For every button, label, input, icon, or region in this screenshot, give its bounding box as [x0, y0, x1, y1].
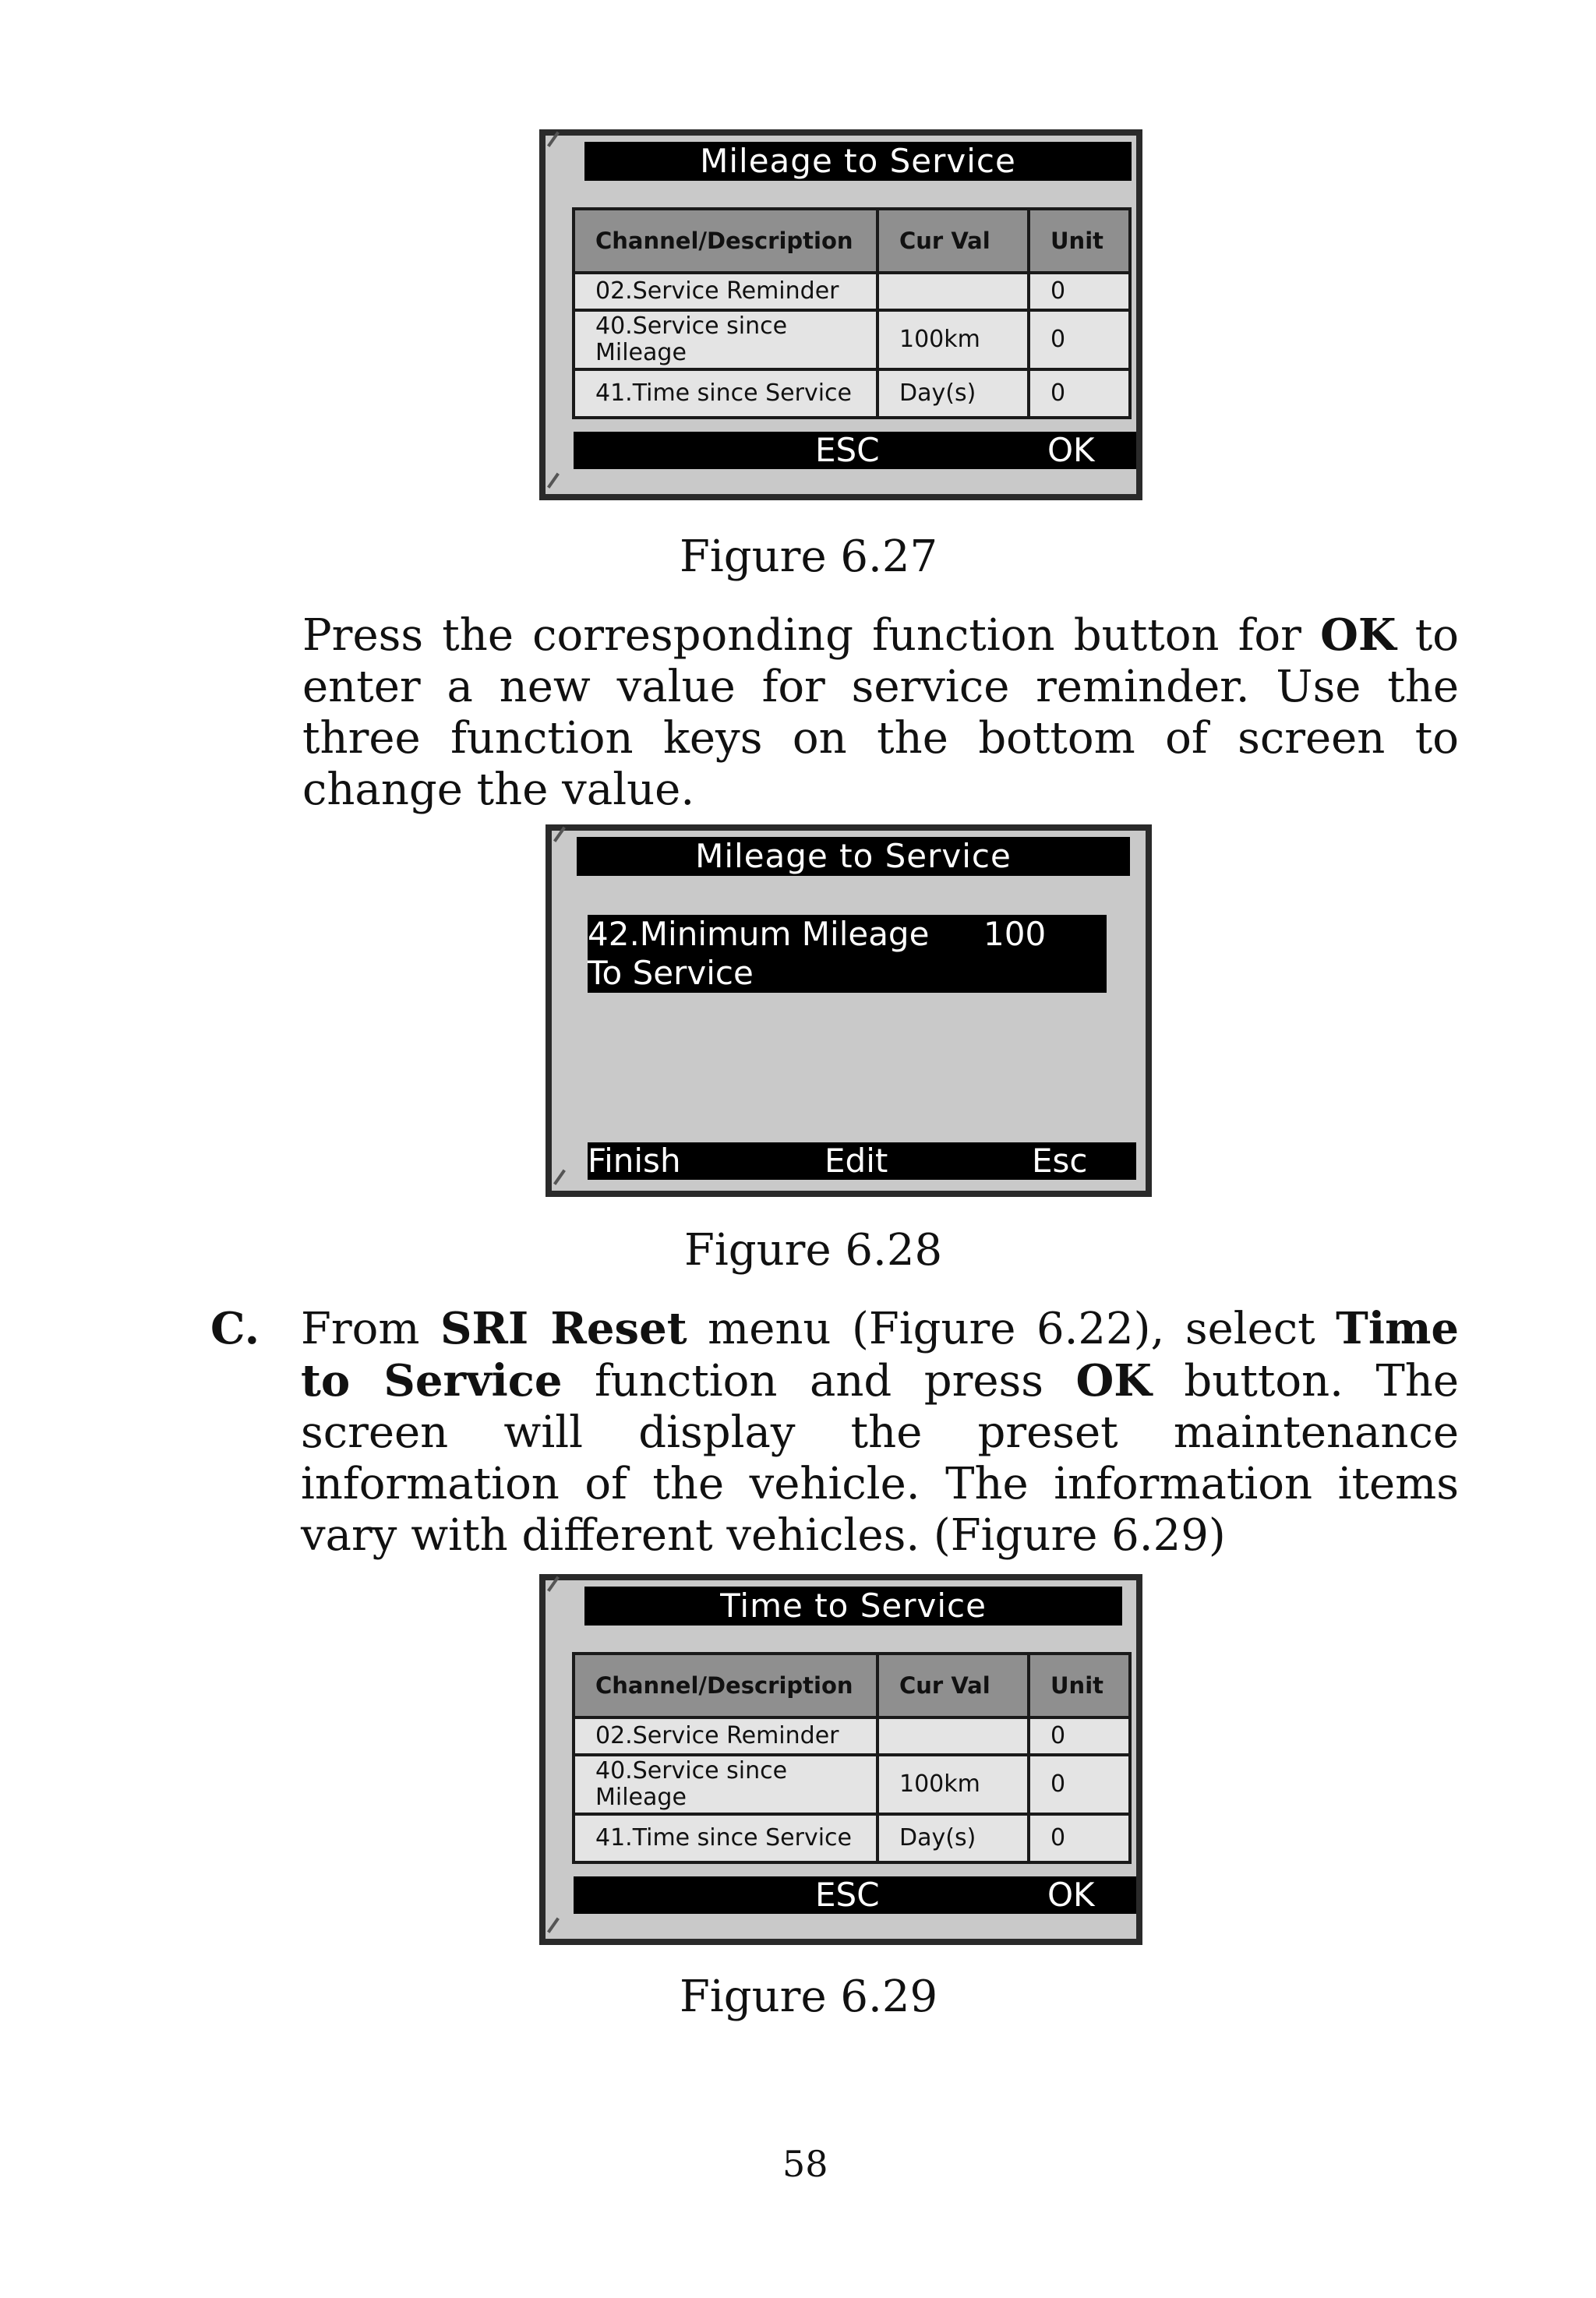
- paragraph-text: button. The screen will display the preset maintenance information of the vehicle. The information items vary with different vehicles. (Figure 6.29): [301, 1356, 1459, 1561]
- ok-term: OK: [1075, 1355, 1152, 1407]
- figure-caption: Figure 6.27: [680, 531, 938, 582]
- finish-softkey[interactable]: Finish: [588, 1142, 681, 1180]
- ok-term: OK: [1320, 609, 1396, 661]
- ok-softkey[interactable]: OK: [1047, 1876, 1095, 1914]
- screen-title: Time to Service: [584, 1587, 1122, 1626]
- device-screen-figure-6-27: [539, 129, 1142, 500]
- row-cur-val: 100km: [877, 310, 1029, 369]
- data-table: [572, 207, 1132, 419]
- selected-item[interactable]: [588, 915, 1107, 993]
- paragraph-text: From: [301, 1304, 440, 1354]
- row-description: 40.Service since Mileage: [574, 1755, 877, 1814]
- paragraph-text: function and press: [562, 1356, 1076, 1407]
- instruction-paragraph: [302, 609, 1459, 816]
- column-header-description: Channel/Description: [574, 209, 877, 273]
- softkey-bar: [574, 432, 1136, 469]
- column-header-unit: Unit: [1029, 209, 1130, 273]
- row-description: 02.Service Reminder: [574, 273, 877, 310]
- row-cur-val: 100km: [877, 1755, 1029, 1814]
- device-screen-figure-6-29: [539, 1574, 1142, 1945]
- figure-caption: Figure 6.29: [680, 1971, 938, 2022]
- item-name: 42.Minimum Mileage: [588, 915, 930, 953]
- row-cur-val: [877, 1717, 1029, 1755]
- table-row[interactable]: [574, 369, 1130, 418]
- time-to-service-term: Time to Service: [301, 1303, 1459, 1407]
- row-unit: 0: [1029, 369, 1130, 418]
- table-header-row: [574, 209, 1130, 273]
- softkey-bar: [588, 1142, 1136, 1180]
- row-cur-val: [877, 273, 1029, 310]
- screen-title: Mileage to Service: [584, 142, 1132, 181]
- row-description: 02.Service Reminder: [574, 1717, 877, 1755]
- row-unit: 0: [1029, 1755, 1130, 1814]
- item-name-line-2: To Service: [588, 954, 754, 992]
- figure-caption: Figure 6.28: [684, 1225, 943, 1276]
- column-header-cur-val: Cur Val: [877, 1654, 1029, 1717]
- row-cur-val: Day(s): [877, 1814, 1029, 1862]
- softkey-bar: [574, 1876, 1136, 1914]
- row-description: 41.Time since Service: [574, 369, 877, 418]
- item-value: 100: [983, 915, 1047, 953]
- edit-softkey[interactable]: Edit: [824, 1142, 888, 1180]
- column-header-cur-val: Cur Val: [877, 209, 1029, 273]
- ok-softkey[interactable]: OK: [1047, 431, 1095, 469]
- row-unit: 0: [1029, 273, 1130, 310]
- row-cur-val: Day(s): [877, 369, 1029, 418]
- instruction-paragraph: [301, 1303, 1459, 1562]
- column-header-description: Channel/Description: [574, 1654, 877, 1717]
- table-row[interactable]: [574, 273, 1130, 310]
- data-table: [572, 1652, 1132, 1864]
- table-row[interactable]: [574, 310, 1130, 369]
- page-number: 58: [782, 2143, 828, 2185]
- screen-title: Mileage to Service: [577, 837, 1130, 876]
- row-unit: 0: [1029, 1717, 1130, 1755]
- row-unit: 0: [1029, 1814, 1130, 1862]
- table-row[interactable]: [574, 1755, 1130, 1814]
- paragraph-text: Press the corresponding function button for: [302, 610, 1321, 661]
- row-description: 40.Service since Mileage: [574, 310, 877, 369]
- table-row[interactable]: [574, 1717, 1130, 1755]
- device-screen-figure-6-28: [546, 824, 1152, 1197]
- esc-softkey[interactable]: Esc: [1032, 1142, 1088, 1180]
- esc-softkey[interactable]: ESC: [815, 1876, 880, 1914]
- row-description: 41.Time since Service: [574, 1814, 877, 1862]
- row-unit: 0: [1029, 310, 1130, 369]
- column-header-unit: Unit: [1029, 1654, 1130, 1717]
- sri-reset-term: SRI Reset: [440, 1303, 687, 1354]
- table-row[interactable]: [574, 1814, 1130, 1862]
- table-header-row: [574, 1654, 1130, 1717]
- paragraph-text: menu (Figure 6.22), select: [687, 1304, 1336, 1354]
- paragraph-text: to enter a new value for service reminder. Use the three function keys on the bottom of screen to change the value.: [302, 610, 1459, 815]
- esc-softkey[interactable]: ESC: [815, 431, 880, 469]
- list-marker: C.: [210, 1303, 260, 1354]
